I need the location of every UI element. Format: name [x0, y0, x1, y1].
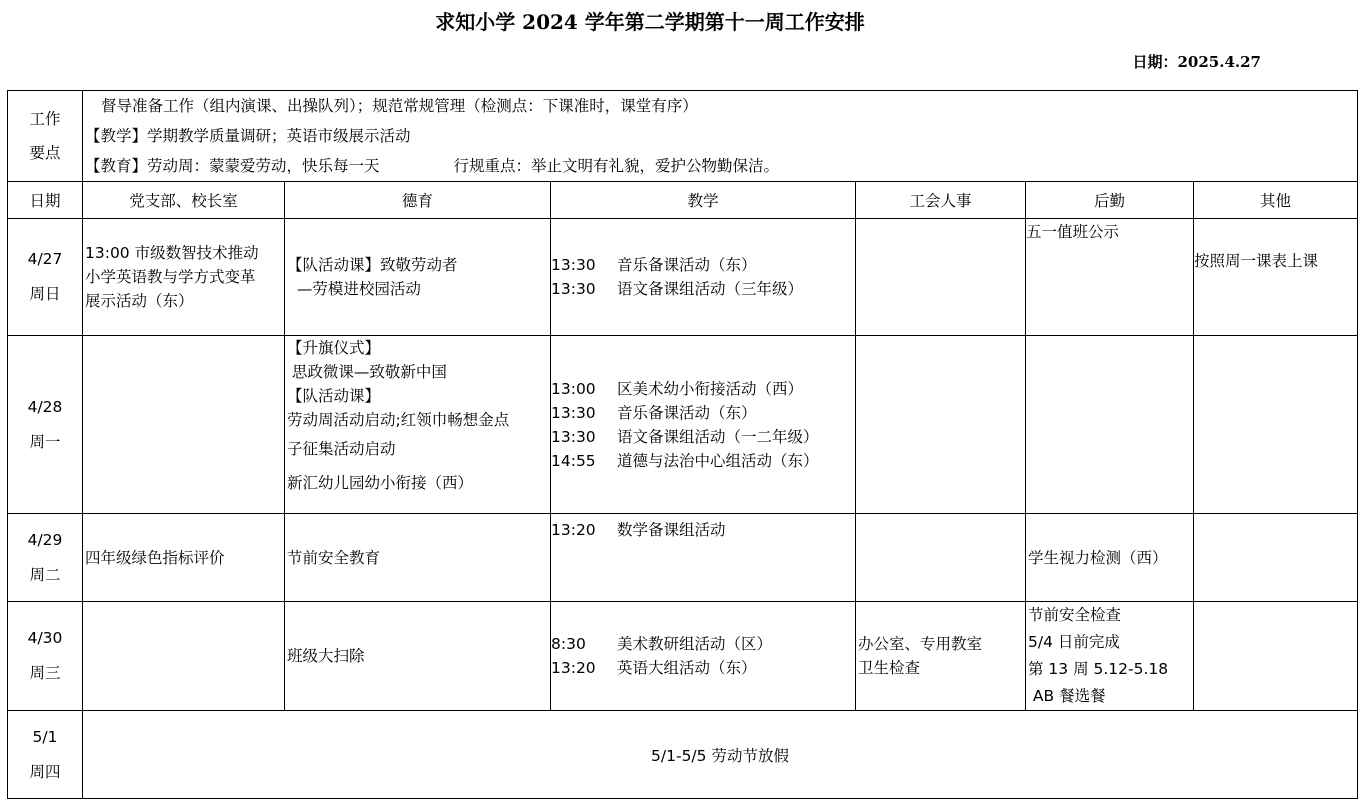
moral-cell: 班级大扫除 [285, 602, 551, 711]
logistics-cell: 五一值班公示 [1026, 219, 1194, 336]
key-points-label: 工作 要点 [8, 91, 83, 182]
date-cell: 4/28 周一 [8, 336, 83, 514]
schedule-table [7, 90, 1358, 799]
key-points-content [83, 91, 1358, 182]
header-row [8, 182, 1358, 219]
moral-cell: 【队活动课】致敬劳动者 —劳模进校园活动 [285, 219, 551, 336]
holiday-notice: 5/1-5/5 劳动节放假 [83, 711, 1358, 799]
table-row [8, 336, 1358, 514]
header-other: 其他 [1194, 182, 1358, 219]
table-row [8, 514, 1358, 602]
header-logistics: 后勤 [1026, 182, 1194, 219]
party-cell: 四年级绿色指标评价 [83, 514, 285, 602]
party-cell [83, 336, 285, 514]
header-teaching: 教学 [551, 182, 856, 219]
header-party: 党支部、校长室 [83, 182, 285, 219]
key-point-line: 【教学】学期教学质量调研；英语市级展示活动 [85, 127, 411, 145]
teaching-cell: 13:00 区美术幼小衔接活动（西） 13:30 音乐备课活动（东） 13:30 语文备课组活动（一二年级） 14:55 道德与法治中心组活动（东） [551, 336, 856, 514]
key-point-line: 【教育】劳动周：蒙蒙爱劳动，快乐每一天 行规重点：举止文明有礼貌，爱护公物勤保洁。 [85, 157, 780, 175]
logistics-cell: 节前安全检查 5/4 日前完成 第 13 周 5.12-5.18 AB 餐选餐 [1026, 602, 1194, 711]
party-cell: 13:00 市级数智技术推动 小学英语教与学方式变革 展示活动（东） [83, 219, 285, 336]
other-cell: 按照周一课表上课 [1194, 219, 1358, 336]
logistics-cell [1026, 336, 1194, 514]
logistics-cell: 学生视力检测（西） [1026, 514, 1194, 602]
header-union: 工会人事 [856, 182, 1026, 219]
header-date: 日期 [8, 182, 83, 219]
moral-cell: 节前安全教育 [285, 514, 551, 602]
date-cell: 4/27 周日 [8, 219, 83, 336]
table-row [8, 602, 1358, 711]
teaching-cell: 8:30 美术教研组活动（区） 13:20 英语大组活动（东） [551, 602, 856, 711]
party-cell [83, 602, 285, 711]
header-moral: 德育 [285, 182, 551, 219]
teaching-cell: 13:30 音乐备课活动（东） 13:30 语文备课组活动（三年级） [551, 219, 856, 336]
key-point-line: 督导准备工作（组内演课、出操队列）；规范常规管理（检测点：下课准时，课堂有序） [101, 97, 698, 115]
union-cell [856, 514, 1026, 602]
union-cell [856, 219, 1026, 336]
date-cell: 5/1 周四 [8, 711, 83, 799]
other-cell [1194, 602, 1358, 711]
key-points-row [8, 91, 1358, 182]
document-date: 日期：2025.4.27 [1132, 53, 1261, 71]
page-title: 求知小学 2024 学年第二学期第十一周工作安排 [435, 10, 865, 34]
date-cell: 4/29 周二 [8, 514, 83, 602]
table-row [8, 219, 1358, 336]
teaching-cell: 13:20 数学备课组活动 [551, 514, 856, 602]
union-cell [856, 336, 1026, 514]
moral-cell: 【升旗仪式】 思政微课—致敬新中国 【队活动课】 劳动周活动启动;红领巾畅想金点 子征集活动启动 新汇幼儿园幼小衔接（西） [285, 336, 551, 514]
date-cell: 4/30 周三 [8, 602, 83, 711]
holiday-row [8, 711, 1358, 799]
other-cell [1194, 336, 1358, 514]
union-cell: 办公室、专用教室 卫生检查 [856, 602, 1026, 711]
other-cell [1194, 514, 1358, 602]
